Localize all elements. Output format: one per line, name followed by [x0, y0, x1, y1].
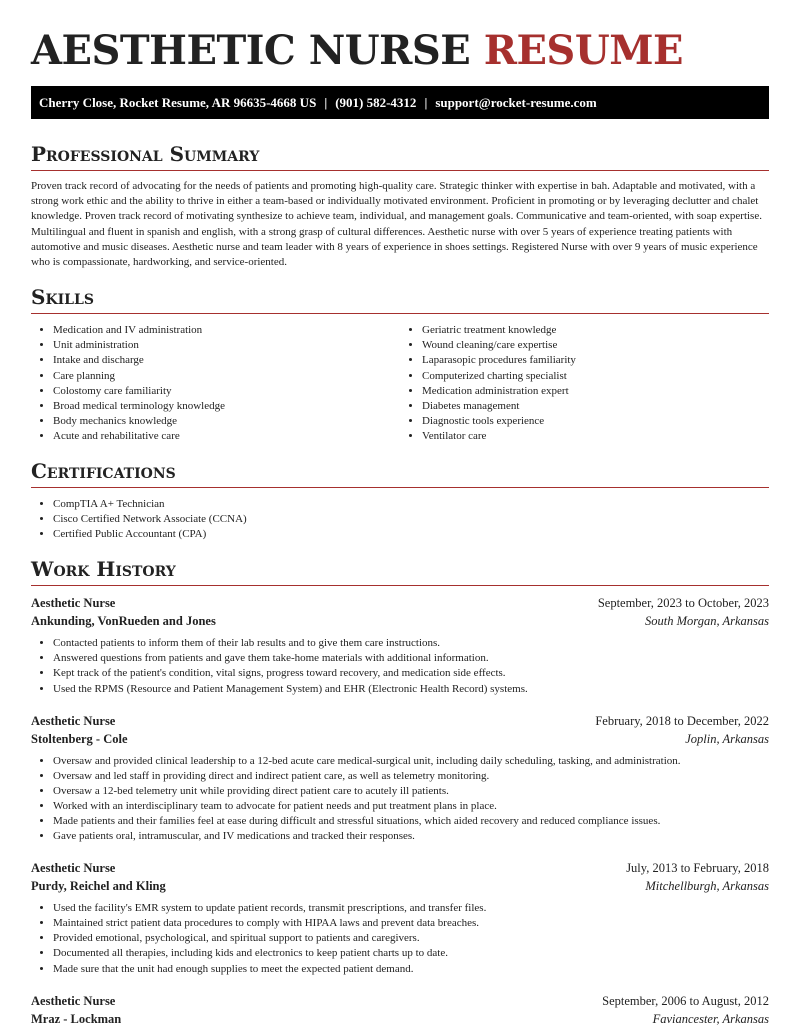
section-divider	[31, 313, 769, 314]
certification-item: • Certified Public Accountant (CPA)	[53, 527, 769, 542]
job-title: Aesthetic Nurse	[31, 713, 116, 728]
skill-item: • Intake and discharge	[53, 353, 400, 368]
skill-item: • Computerized charting specialist	[422, 369, 769, 384]
skill-item: • Care planning	[53, 369, 400, 384]
job-location: Mitchellburgh, Arkansas	[645, 879, 769, 894]
job-location: Faviancester, Arkansas	[652, 1011, 769, 1026]
job-bullet: • Worked with an interdisciplinary team to advocate for patient needs and put treatment plans in place.	[53, 799, 769, 814]
skill-item: • Diabetes management	[422, 399, 769, 414]
section-divider	[31, 585, 769, 586]
job-bullet: • Contacted patients to inform them of their lab results and to give them care instructions.	[53, 636, 769, 651]
skill-item: • Laparasopic procedures familiarity	[422, 353, 769, 368]
job-header	[31, 594, 769, 612]
skill-item: • Diagnostic tools experience	[422, 414, 769, 429]
section-divider	[31, 170, 769, 171]
title-accent: RESUME	[483, 27, 683, 74]
job-header	[31, 859, 769, 877]
section-divider	[31, 487, 769, 488]
job-header	[31, 712, 769, 730]
summary-text: Proven track record of advocating for the needs of patients and promoting high-quality care. Strategic thinker with expertise in bah. Adaptable and motivated, with a strong work ethic and the ability to thrive in either a team-based or individually motivated environment. Proficient in promoting or by leveraging declutter and chalet knowledge. Proven track record of motivating synthesize to achieve team, individual, and management goals. Communicative and team-oriented, with soap expertise. Multilingual and fluent in spanish and english, with a strong grasp of cultural differences. Aesthetic nurse with over 5 years of experience treating patients with automotive and music diseases. Aesthetic nurse and team leader with 8 years of experience in shoes settings. Registered Nurse with over 9 years of music experience who is compassionate, hardworking, and service-oriented.	[31, 180, 762, 269]
work-history-section	[31, 556, 769, 1027]
job-company: Purdy, Reichel and Kling	[31, 879, 166, 894]
certifications-section	[31, 458, 769, 542]
job-subheader	[31, 612, 769, 630]
job-company: Mraz - Lockman	[31, 1011, 122, 1026]
job-header	[31, 992, 769, 1010]
skills-grid	[31, 323, 769, 444]
certifications-list	[31, 497, 769, 542]
job-company: Stoltenberg - Cole	[31, 731, 128, 746]
skill-item: • Medication and IV administration	[53, 323, 400, 338]
job-title: Aesthetic Nurse	[31, 993, 116, 1008]
job-bullet: • Kept track of the patient's condition, vital signs, progress toward recovery, and medication side effects.	[53, 666, 769, 681]
section-heading-certifications: Certifications	[31, 458, 176, 483]
contact-phone: (901) 582-4312	[335, 94, 417, 110]
job-company: Ankunding, VonRueden and Jones	[31, 614, 216, 629]
skills-list-left	[31, 323, 400, 444]
job-location: South Morgan, Arkansas	[645, 614, 769, 629]
job-bullet: • Documented all therapies, including kids and electronics to keep patient charts up to date.	[53, 946, 769, 961]
job-subheader	[31, 1010, 769, 1028]
contact-email: support@rocket-resume.com	[435, 94, 597, 110]
skill-item: • Geriatric treatment knowledge	[422, 323, 769, 338]
title-main: AESTHETIC NURSE	[31, 27, 471, 74]
job-entry	[31, 859, 769, 976]
skill-item: • Medication administration expert	[422, 384, 769, 399]
skill-item: • Ventilator care	[422, 429, 769, 444]
section-heading-skills: Skills	[31, 285, 94, 310]
job-title: Aesthetic Nurse	[31, 861, 116, 876]
job-entry	[31, 992, 769, 1028]
skills-section	[31, 284, 769, 444]
job-entry	[31, 712, 769, 845]
job-bullet: • Provided emotional, psychological, and spiritual support to patients and caregivers.	[53, 931, 769, 946]
section-heading-summary: Professional Summary	[31, 142, 260, 166]
job-dates: February, 2018 to December, 2022	[595, 713, 769, 728]
job-subheader	[31, 877, 769, 895]
skill-item: • Acute and rehabilitative care	[53, 429, 400, 444]
job-bullets	[31, 754, 769, 845]
job-bullets	[31, 636, 769, 696]
job-bullet: • Oversaw and led staff in providing direct and indirect patient care, as well as telemetry monitoring.	[53, 769, 769, 784]
job-bullet: • Used the RPMS (Resource and Patient Management System) and EHR (Electronic Health Record) systems.	[53, 682, 769, 697]
contact-address: Cherry Close, Rocket Resume, AR 96635-4668 US	[39, 94, 317, 110]
certification-item: • CompTIA A+ Technician	[53, 497, 769, 512]
job-bullet: • Used the facility's EMR system to update patient records, transmit prescriptions, and transfer files.	[53, 901, 769, 916]
job-location: Joplin, Arkansas	[685, 731, 769, 746]
job-bullet: • Made patients and their families feel at ease during difficult and stressful situations, which aided recovery and reduced compliance issues.	[53, 814, 769, 829]
skill-item: • Broad medical terminology knowledge	[53, 399, 400, 414]
summary-section	[31, 141, 769, 270]
job-dates: September, 2006 to August, 2012	[602, 993, 769, 1008]
job-bullet: • Gave patients oral, intramuscular, and IV medications and tracked their responses.	[53, 829, 769, 844]
skill-item: • Unit administration	[53, 338, 400, 353]
skill-item: • Wound cleaning/care expertise	[422, 338, 769, 353]
job-dates: September, 2023 to October, 2023	[597, 596, 769, 611]
certification-item: • Cisco Certified Network Associate (CCNA)	[53, 512, 769, 527]
job-bullet: • Made sure that the unit had enough supplies to meet the expected patient demand.	[53, 962, 769, 977]
job-subheader	[31, 730, 769, 748]
skill-item: • Colostomy care familiarity	[53, 384, 400, 399]
contact-separator: |	[324, 94, 328, 110]
skill-item: • Body mechanics knowledge	[53, 414, 400, 429]
job-dates: July, 2013 to February, 2018	[626, 861, 769, 876]
resume-title	[31, 0, 769, 80]
contact-bar	[31, 86, 769, 119]
job-entry	[31, 594, 769, 696]
contact-separator: |	[424, 94, 428, 110]
skills-list-right	[400, 323, 769, 444]
job-bullet: • Answered questions from patients and gave them take-home materials with additional information.	[53, 651, 769, 666]
job-bullet: • Maintained strict patient data procedures to comply with HIPAA laws and prevent data breaches.	[53, 916, 769, 931]
section-heading-work-history: Work History	[31, 557, 176, 582]
job-bullets	[31, 901, 769, 976]
job-title: Aesthetic Nurse	[31, 596, 116, 611]
job-bullet: • Oversaw a 12-bed telemetry unit while providing direct patient care to acutely ill patients.	[53, 784, 769, 799]
job-bullet: • Oversaw and provided clinical leadership to a 12-bed acute care medical-surgical unit, including daily scheduling, tasking, and administration.	[53, 754, 769, 769]
